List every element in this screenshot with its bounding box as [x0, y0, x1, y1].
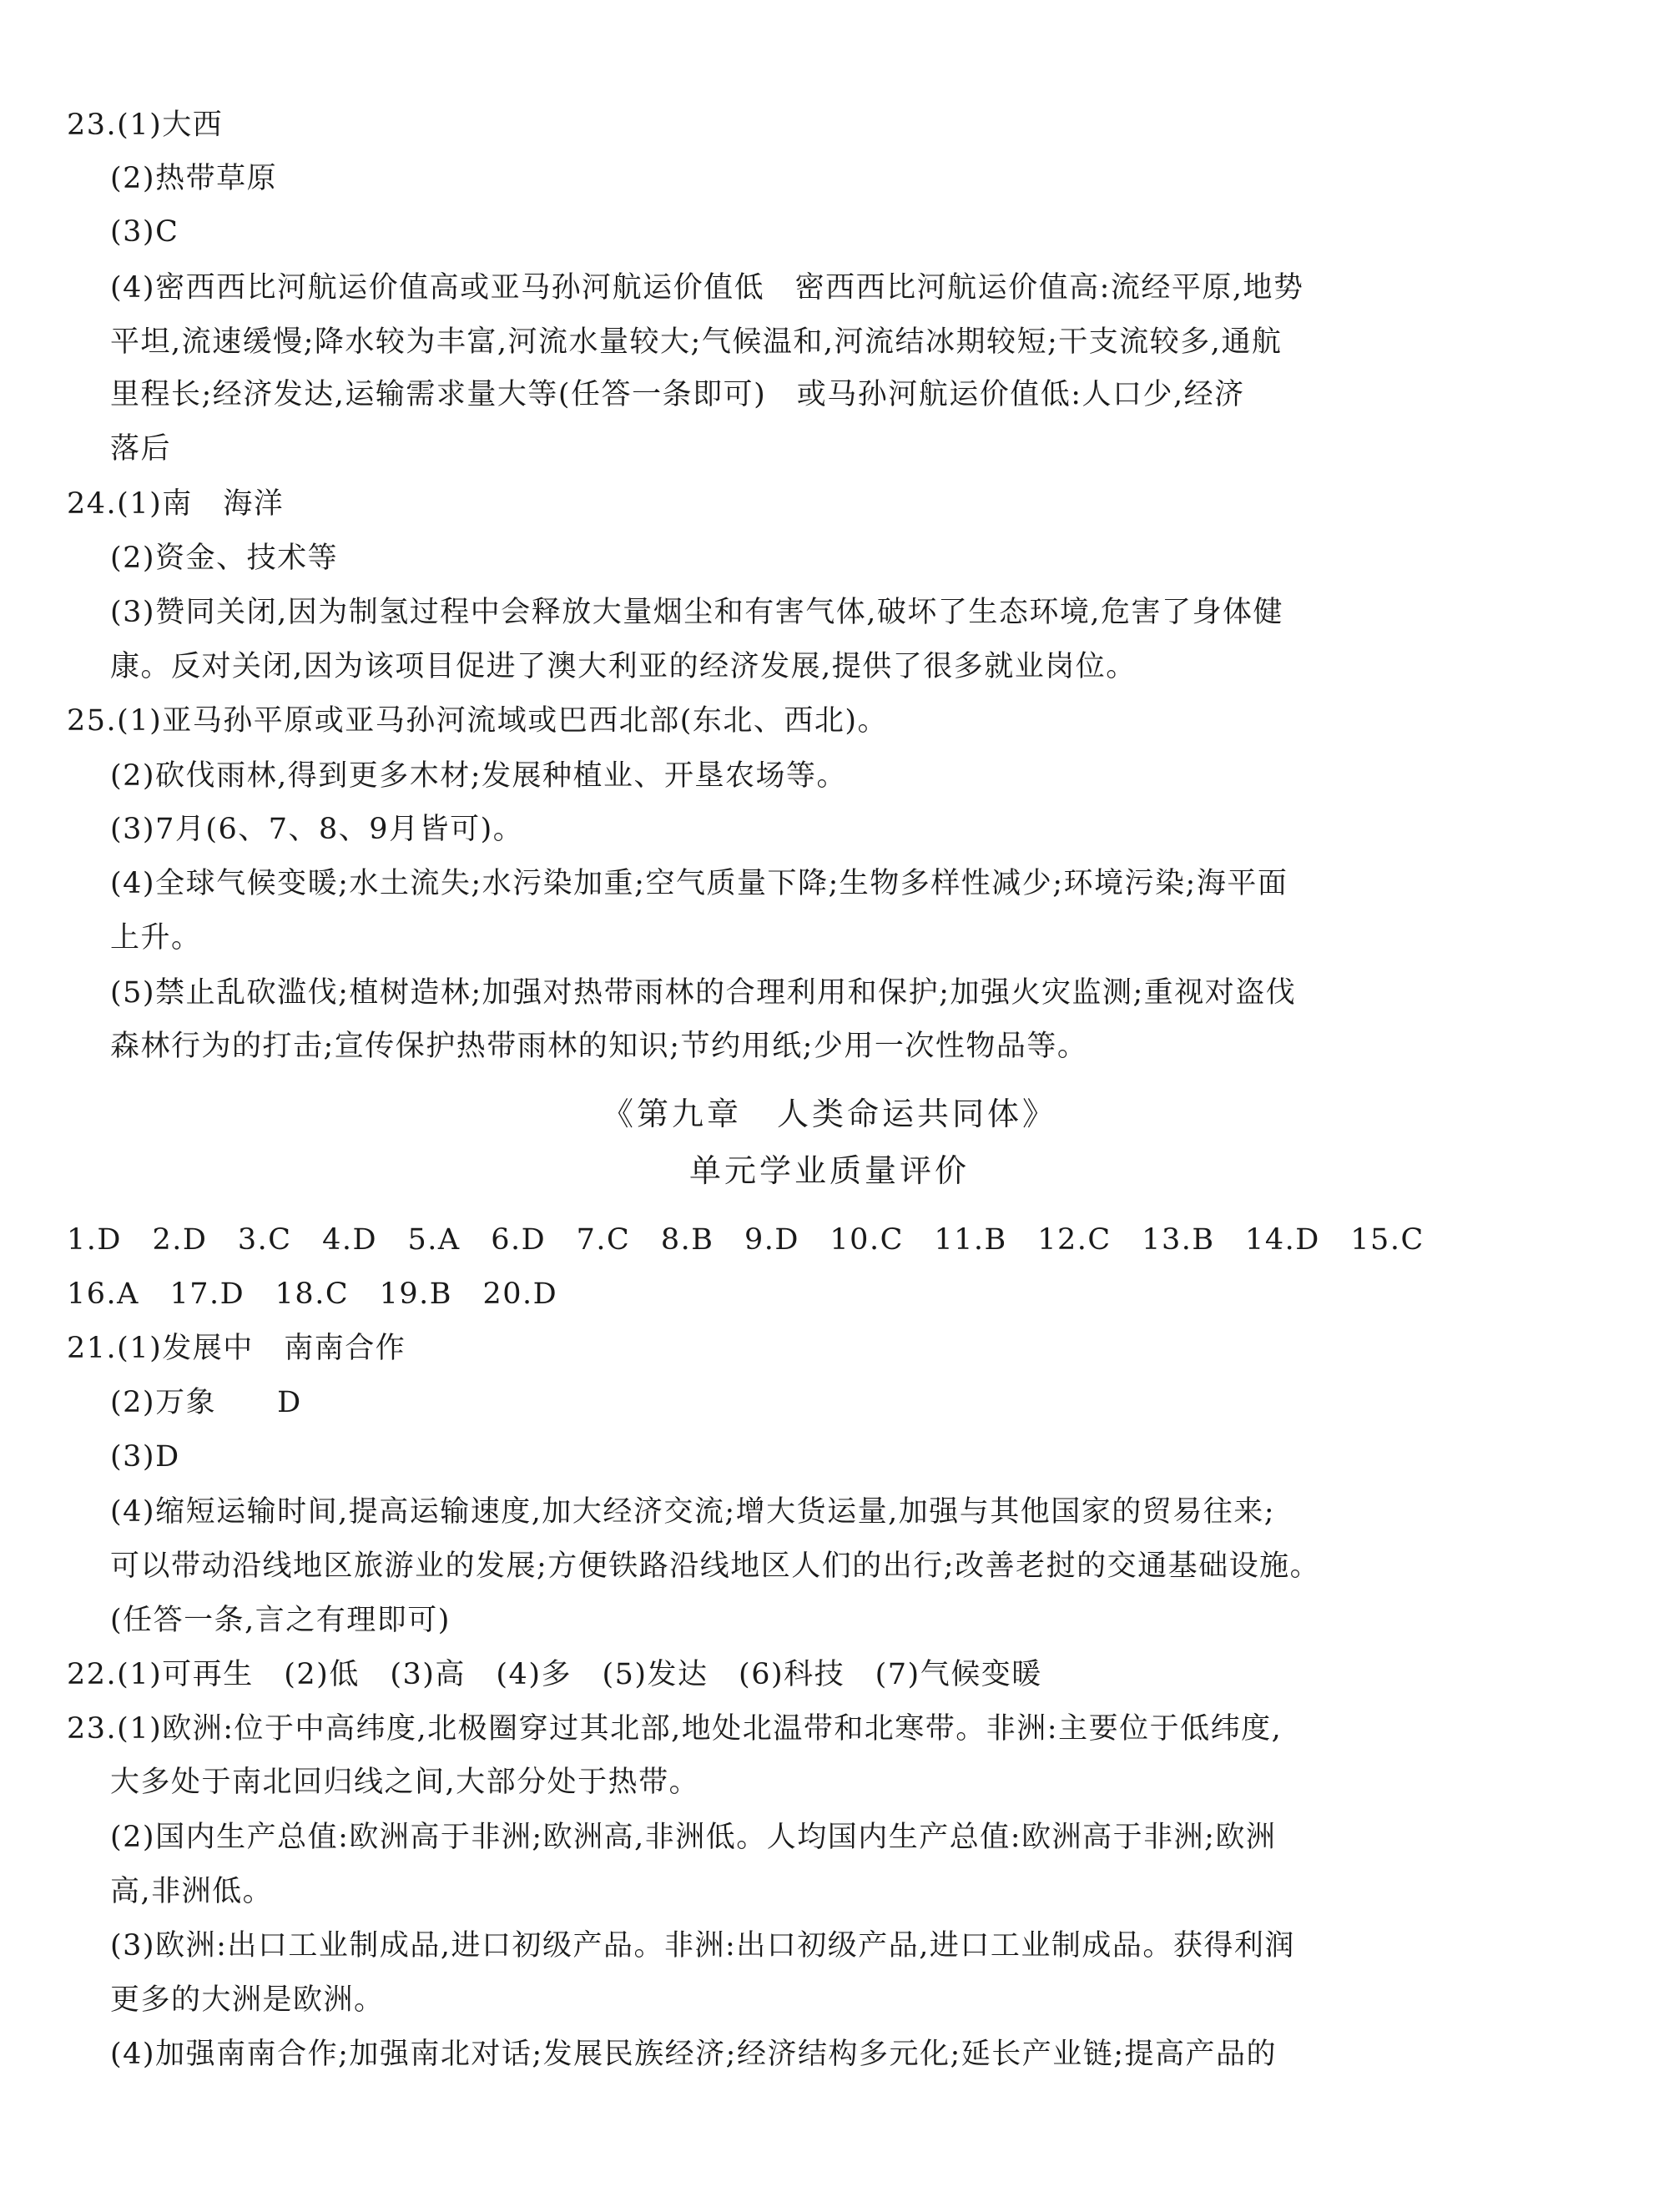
chapter-title: 《第九章 人类命运共同体》: [601, 1096, 1057, 1132]
q21-part4-line1: (4)缩短运输时间,提高运输速度,加大经济交流;增大货运量,加强与其他国家的贸易往来;: [110, 1495, 1276, 1529]
q23b-part2-line1: (2)国内生产总值:欧洲高于非洲;欧洲高,非洲低。人均国内生产总值:欧洲高于非洲;欧洲: [110, 1821, 1277, 1854]
q23b-part3-line1: (3)欧洲:出口工业制成品,进口初级产品。非洲:出口初级产品,进口工业制成品。获得利润: [110, 1929, 1295, 1963]
q23-part3: (3)C: [110, 215, 179, 249]
q23b-part2-line2: 高,非洲低。: [110, 1875, 274, 1908]
q25-part3: (3)7月(6、7、8、9月皆可)。: [110, 813, 524, 846]
q25-part2: (2)砍伐雨林,得到更多木材;发展种植业、开垦农场等。: [110, 759, 847, 793]
q21-part4-line3: (任答一条,言之有理即可): [110, 1604, 451, 1637]
q24-part2: (2)资金、技术等: [110, 542, 339, 575]
q23b-part1-line2: 大多处于南北回归线之间,大部分处于热带。: [110, 1766, 700, 1799]
chapter-subtitle: 单元学业质量评价: [688, 1152, 970, 1189]
q25-part4-line1: (4)全球气候变暖;水土流失;水污染加重;空气质量下降;生物多样性减少;环境污染;海平面: [110, 867, 1288, 900]
q25-part1: 25.(1)亚马孙平原或亚马孙河流域或巴西北部(东北、西北)。: [67, 704, 889, 738]
q21-part2: (2)万象 D: [110, 1386, 302, 1419]
q22-part1: 22.(1)可再生 (2)低 (3)高 (4)多 (5)发达 (6)科技 (7)气候变暖: [67, 1658, 1042, 1691]
q23-part4-line1: (4)密西西比河航运价值高或亚马孙河航运价值低 密西西比河航运价值高:流经平原,地势: [110, 271, 1304, 305]
q24-part1: 24.(1)南 海洋: [67, 487, 285, 521]
q21-part3: (3)D: [110, 1440, 180, 1474]
q23-part2: (2)热带草原: [110, 162, 278, 195]
q25-part5-line1: (5)禁止乱砍滥伐;植树造林;加强对热带雨林的合理利用和保护;加强火灾监测;重视对盗伐: [110, 976, 1297, 1010]
choices-line1: 1.D 2.D 3.C 4.D 5.A 6.D 7.C 8.B 9.D 10.C 11.B 12.C 13.B 14.D 15.C: [67, 1223, 1425, 1257]
q21-part4-line2: 可以带动沿线地区旅游业的发展;方便铁路沿线地区人们的出行;改善老挝的交通基础设施。: [110, 1549, 1321, 1583]
q23-part1: 23.(1)大西: [67, 108, 224, 142]
q23b-part1-line1: 23.(1)欧洲:位于中高纬度,北极圈穿过其北部,地处北温带和北寒带。非洲:主要位于低纬度,: [67, 1712, 1283, 1746]
q21-part1: 21.(1)发展中 南南合作: [67, 1332, 406, 1365]
q24-part3-line1: (3)赞同关闭,因为制氢过程中会释放大量烟尘和有害气体,破坏了生态环境,危害了身体健: [110, 596, 1283, 629]
q24-part3-line2: 康。反对关闭,因为该项目促进了澳大利亚的经济发展,提供了很多就业岗位。: [110, 650, 1137, 683]
q23-part4-line2: 平坦,流速缓慢;降水较为丰富,河流水量较大;气候温和,河流结冰期较短;干支流较多,通航: [110, 325, 1283, 359]
q23b-part3-line2: 更多的大洲是欧洲。: [110, 1983, 385, 2017]
q25-part5-line2: 森林行为的打击;宣传保护热带雨林的知识;节约用纸;少用一次性物品等。: [110, 1030, 1088, 1063]
choices-line2: 16.A 17.D 18.C 19.B 20.D: [67, 1277, 558, 1311]
q25-part4-line2: 上升。: [110, 921, 202, 955]
q23-part4-line4: 落后: [110, 432, 172, 466]
q23-part4-line3: 里程长;经济发达,运输需求量大等(任答一条即可) 或马孙河航运价值低:人口少,经济: [110, 378, 1245, 411]
q23b-part4-line1: (4)加强南南合作;加强南北对话;发展民族经济;经济结构多元化;延长产业链;提高产品的: [110, 2038, 1278, 2071]
